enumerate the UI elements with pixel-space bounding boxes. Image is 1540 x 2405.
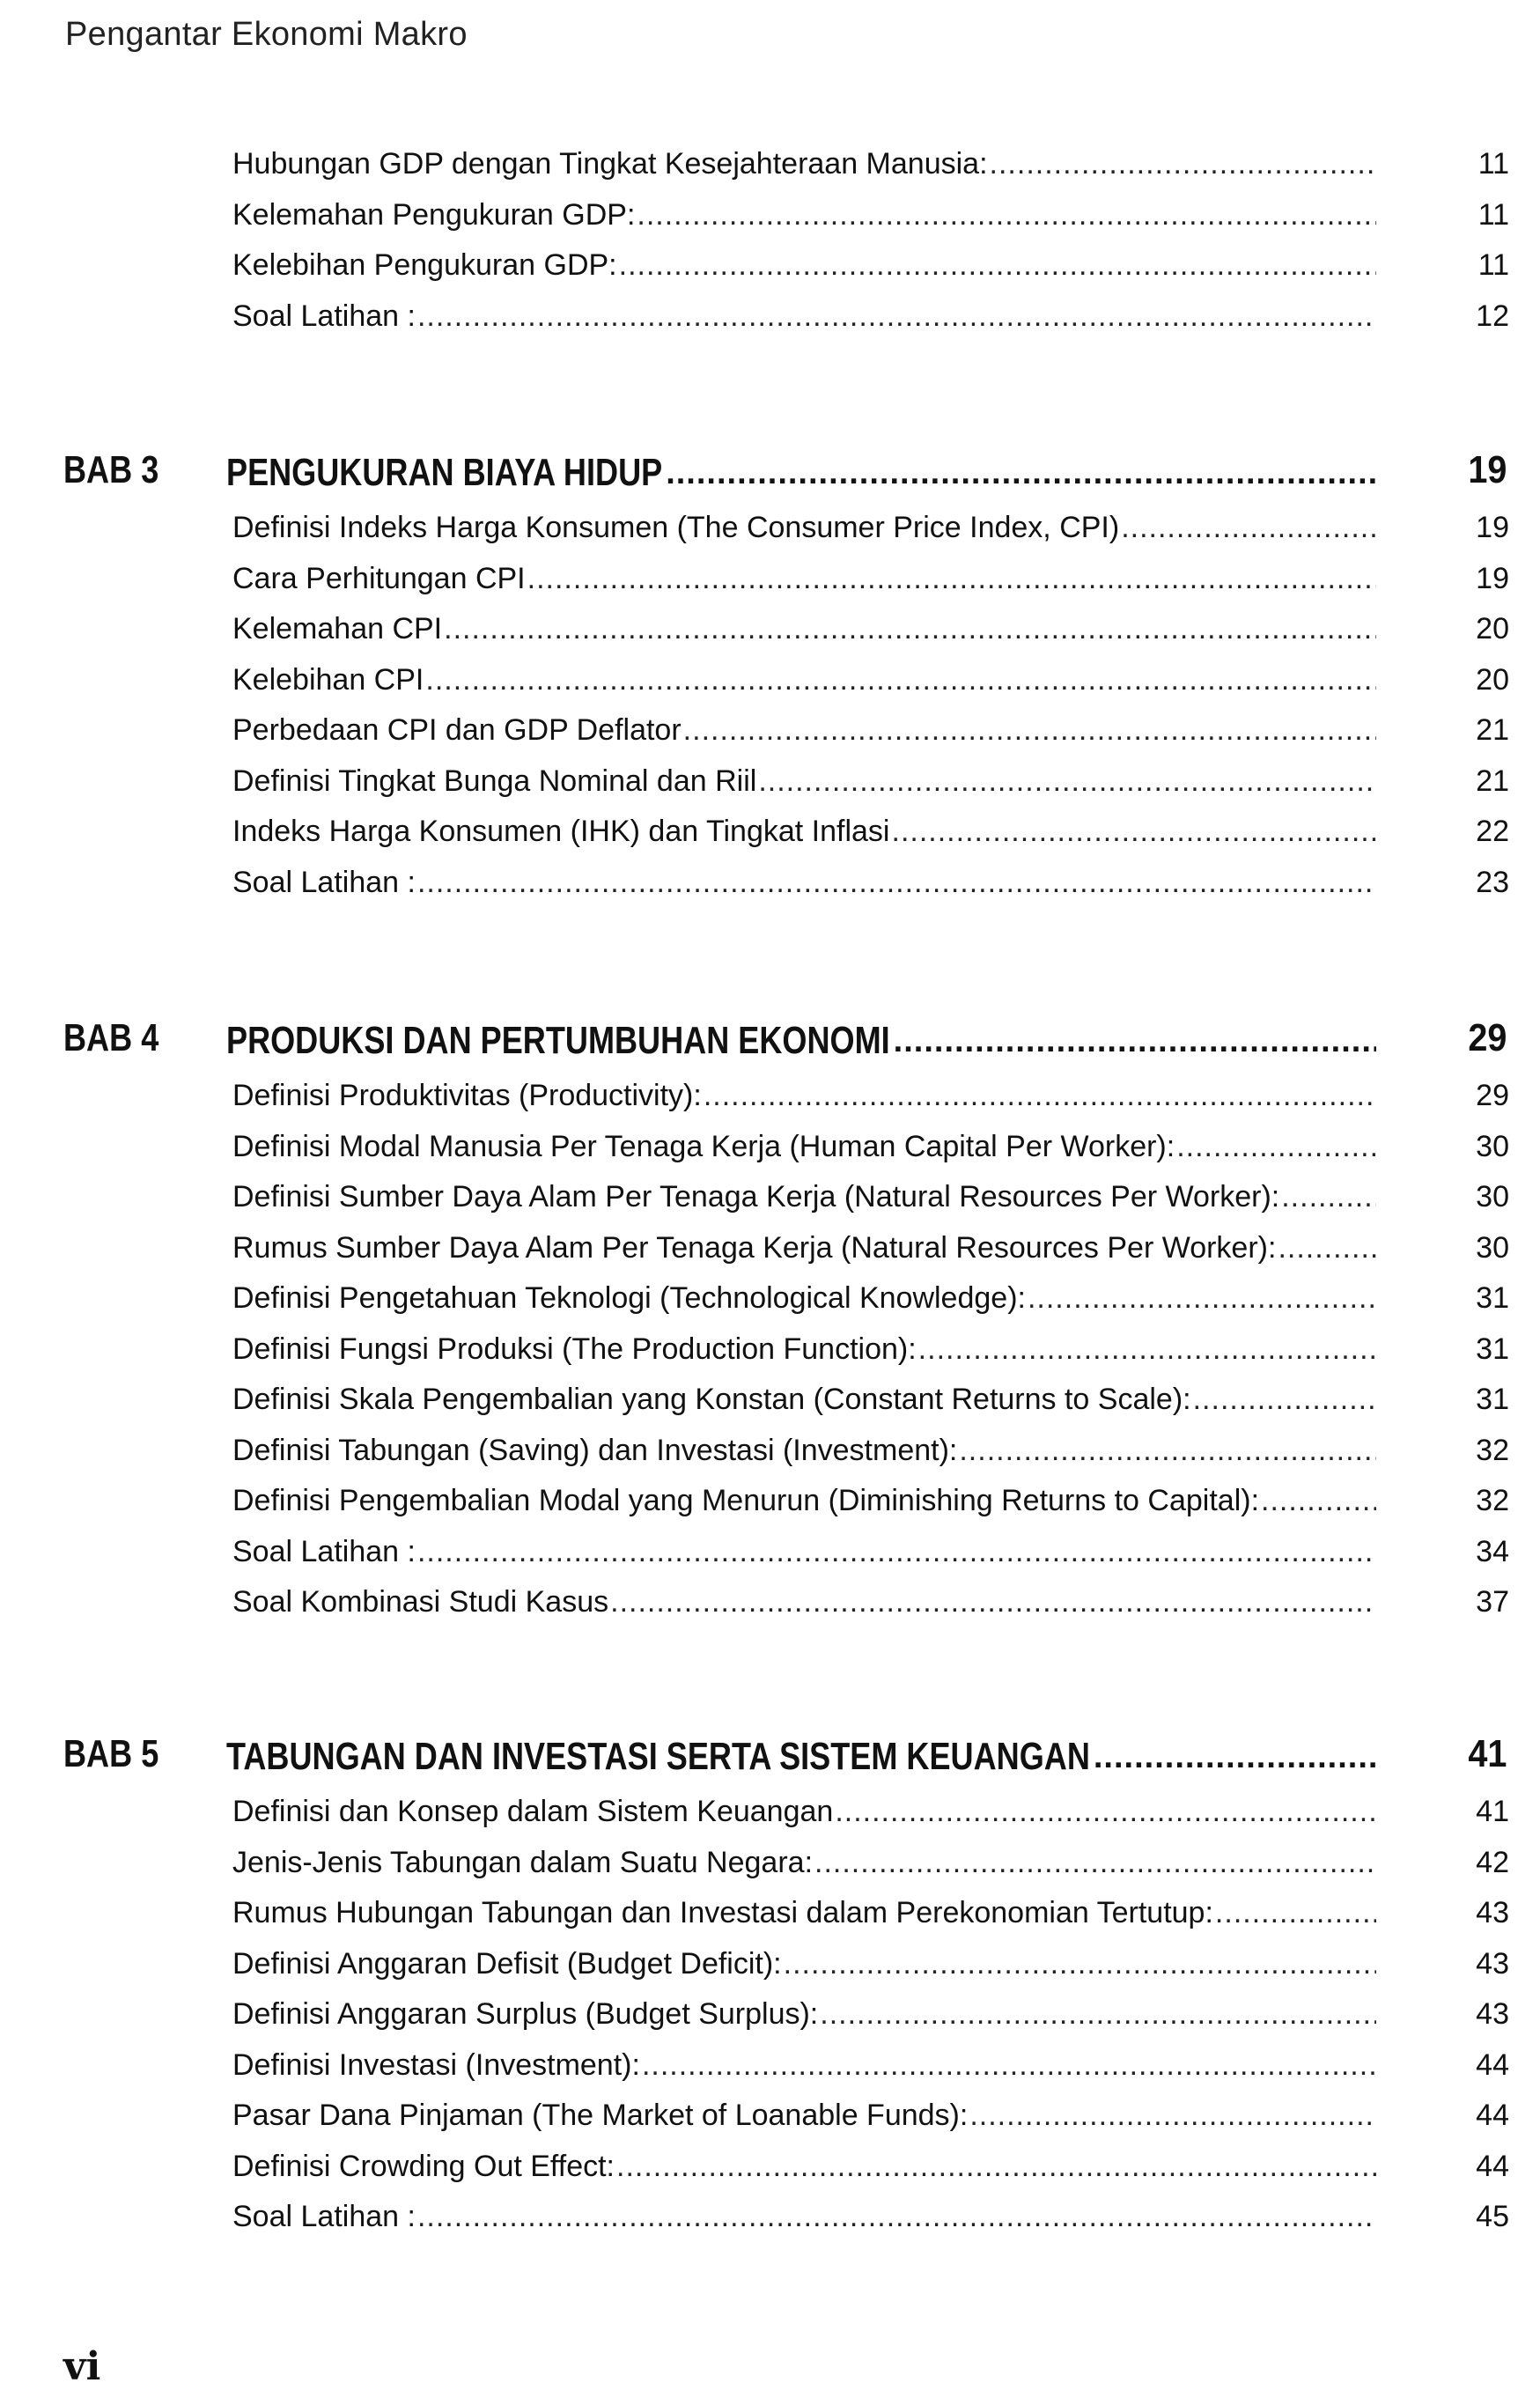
dot-leader	[1278, 1231, 1376, 1265]
dot-leader	[704, 1079, 1376, 1113]
toc-entry-page: 32	[1476, 1484, 1509, 1518]
toc-entry[interactable]	[232, 1989, 1376, 2040]
dot-leader	[444, 612, 1376, 646]
bab-4-entry-list	[232, 1071, 1376, 1628]
toc-entry-title: Soal Latihan :	[232, 299, 416, 333]
chapter-label: BAB 3	[63, 448, 159, 491]
toc-entry-title: Definisi Skala Pengembalian yang Konstan (Constant Returns to Scale):	[232, 1383, 1191, 1417]
toc-entry-title: Definisi Fungsi Produksi (The Production Function):	[232, 1332, 917, 1366]
bab-3-entry-list	[232, 503, 1376, 908]
intro-entry-list	[232, 139, 1376, 342]
chapter-page: 41	[1468, 1732, 1507, 1775]
dot-leader	[820, 1997, 1376, 2032]
chapter-page: 19	[1468, 448, 1507, 491]
toc-entry-page: 37	[1476, 1585, 1509, 1619]
toc-entry[interactable]	[232, 756, 1376, 808]
toc-entry[interactable]	[232, 503, 1376, 554]
toc-entry[interactable]	[232, 1223, 1376, 1274]
toc-entry-title: Kelemahan Pengukuran GDP:	[232, 197, 636, 232]
toc-entry[interactable]	[232, 1375, 1376, 1426]
chapter-title-row	[226, 1729, 1376, 1785]
toc-entry-page: 32	[1476, 1433, 1509, 1467]
toc-entry-title: Kelemahan CPI	[232, 612, 443, 646]
toc-entry-title: Hubungan GDP dengan Tingkat Kesejahteraan Manusia:	[232, 147, 988, 181]
chapter-page: 29	[1468, 1016, 1507, 1059]
toc-entry-page: 21	[1476, 713, 1509, 748]
dot-leader	[616, 2150, 1376, 2184]
toc-entry-title: Kelebihan Pengukuran GDP:	[232, 248, 617, 283]
toc-entry-title: Perbedaan CPI dan GDP Deflator	[232, 713, 682, 748]
toc-entry[interactable]	[232, 1324, 1376, 1376]
toc-entry-page: 43	[1476, 1946, 1509, 1981]
dot-leader	[758, 764, 1376, 799]
dot-leader	[1028, 1281, 1376, 1316]
toc-entry-page: 23	[1476, 865, 1509, 899]
chapter-title-row	[226, 1013, 1376, 1069]
toc-entry-title: Definisi Tingkat Bunga Nominal dan Riil	[232, 764, 757, 798]
dot-leader	[642, 2048, 1376, 2083]
toc-entry-page: 43	[1476, 1997, 1509, 2032]
toc-entry-title: Definisi Investasi (Investment):	[232, 2047, 640, 2082]
toc-entry-page: 44	[1476, 2149, 1509, 2183]
toc-entry-title: Definisi Crowding Out Effect:	[232, 2149, 615, 2183]
toc-entry[interactable]	[232, 2192, 1376, 2243]
toc-entry-page: 31	[1476, 1332, 1509, 1366]
dot-leader	[666, 454, 1376, 492]
toc-entry[interactable]	[232, 139, 1376, 190]
toc-entry-title: Indeks Harga Konsumen (IHK) dan Tingkat Inflasi	[232, 815, 890, 849]
toc-entry-page: 34	[1476, 1534, 1509, 1568]
toc-entry-title: Rumus Hubungan Tabungan dan Investasi dalam Perekonomian Tertutup:	[232, 1896, 1213, 1930]
toc-entry-title: Definisi Pengembalian Modal yang Menurun (Diminishing Returns to Capital):	[232, 1484, 1260, 1518]
toc-entry[interactable]	[232, 1527, 1376, 1578]
intro-page-numbers	[1444, 139, 1509, 342]
toc-entry[interactable]	[232, 190, 1376, 241]
toc-entry-page: 11	[1477, 248, 1509, 283]
chapter-label: BAB 4	[63, 1016, 159, 1059]
toc-entry[interactable]	[232, 2091, 1376, 2142]
toc-entry-title: Soal Latihan :	[232, 1534, 416, 1568]
toc-entry-title: Soal Kombinasi Studi Kasus	[232, 1585, 609, 1619]
toc-entry[interactable]	[232, 291, 1376, 343]
toc-entry-title: Definisi Modal Manusia Per Tenaga Kerja (Human Capital Per Worker):	[232, 1129, 1175, 1163]
dot-leader	[417, 2200, 1376, 2234]
dot-leader	[1215, 1896, 1376, 1930]
dot-leader	[637, 198, 1376, 232]
dot-leader	[784, 1947, 1376, 1981]
toc-entry-title: Pasar Dana Pinjaman (The Market of Loanable Funds):	[232, 2099, 969, 2133]
bab-5-page-numbers	[1444, 1787, 1509, 2243]
dot-leader	[894, 1022, 1376, 1060]
dot-leader	[1094, 1738, 1376, 1776]
bab-3-page-numbers	[1444, 503, 1509, 908]
toc-entry[interactable]	[232, 604, 1376, 655]
toc-entry-page: 31	[1476, 1281, 1509, 1316]
toc-entry-page: 19	[1476, 561, 1509, 595]
running-header: Pengantar Ekonomi Makro	[65, 16, 468, 53]
dot-leader	[959, 1434, 1376, 1468]
dot-leader	[1261, 1484, 1376, 1518]
toc-entry-title: Definisi dan Konsep dalam Sistem Keuangan	[232, 1795, 834, 1829]
toc-entry-title: Jenis-Jenis Tabungan dalam Suatu Negara:	[232, 1845, 814, 1879]
dot-leader	[1176, 1130, 1376, 1164]
dot-leader	[619, 248, 1376, 283]
toc-entry[interactable]	[232, 858, 1376, 909]
toc-entry[interactable]	[232, 1426, 1376, 1477]
toc-entry-page: 43	[1476, 1896, 1509, 1930]
dot-leader	[892, 815, 1377, 849]
toc-entry-title: Rumus Sumber Daya Alam Per Tenaga Kerja (Natural Resources Per Worker):	[232, 1230, 1277, 1265]
toc-entry-page: 44	[1476, 2047, 1509, 2082]
dot-leader	[683, 713, 1376, 748]
dot-leader	[417, 1535, 1376, 1569]
dot-leader	[1193, 1383, 1376, 1417]
toc-entry-title: Soal Latihan :	[232, 2200, 416, 2234]
toc-entry[interactable]	[232, 2142, 1376, 2193]
dot-leader	[610, 1585, 1376, 1619]
toc-entry[interactable]	[232, 1071, 1376, 1122]
toc-entry-title: Definisi Indeks Harga Konsumen (The Consumer Price Index, CPI)	[232, 511, 1120, 545]
bab-4-page-numbers	[1444, 1071, 1509, 1628]
dot-leader	[425, 663, 1376, 697]
page-number: vi	[63, 2344, 101, 2389]
toc-entry-page: 41	[1476, 1795, 1509, 1829]
bab-5-entry-list	[232, 1787, 1376, 2243]
dot-leader	[417, 866, 1376, 900]
dot-leader	[969, 2099, 1376, 2133]
dot-leader	[918, 1332, 1376, 1367]
toc-entry[interactable]	[232, 1577, 1376, 1628]
toc-entry[interactable]	[232, 554, 1376, 605]
toc-entry-title: Definisi Anggaran Defisit (Budget Deficit):	[232, 1946, 782, 1981]
toc-entry-page: 19	[1476, 511, 1509, 545]
dot-leader	[1281, 1180, 1376, 1214]
toc-entry[interactable]	[232, 240, 1376, 291]
toc-entry-title: Kelebihan CPI	[232, 662, 424, 697]
toc-entry[interactable]	[232, 1888, 1376, 1939]
toc-entry-title: Definisi Anggaran Surplus (Budget Surplus):	[232, 1997, 819, 2032]
chapter-title: PENGUKURAN BIAYA HIDUP	[226, 451, 663, 494]
dot-leader	[835, 1795, 1376, 1829]
toc-entry-title: Soal Latihan :	[232, 865, 416, 899]
toc-entry-page: 31	[1476, 1383, 1509, 1417]
toc-entry-page: 44	[1476, 2099, 1509, 2133]
toc-entry[interactable]	[232, 655, 1376, 706]
toc-entry[interactable]	[232, 1787, 1376, 1838]
toc-entry[interactable]	[232, 807, 1376, 858]
chapter-title-row	[226, 445, 1376, 501]
toc-entry[interactable]	[232, 1939, 1376, 1990]
dot-leader	[990, 147, 1376, 181]
dot-leader	[527, 562, 1376, 596]
dot-leader	[417, 299, 1376, 334]
toc-entry-page: 20	[1476, 662, 1509, 697]
chapter-label: BAB 5	[63, 1732, 159, 1775]
toc-entry-page: 12	[1476, 299, 1509, 333]
dot-leader	[814, 1846, 1376, 1880]
toc-entry-title: Definisi Sumber Daya Alam Per Tenaga Kerja (Natural Resources Per Worker):	[232, 1180, 1280, 1214]
toc-entry-page: 45	[1476, 2200, 1509, 2234]
toc-entry[interactable]	[232, 1838, 1376, 1889]
toc-entry-page: 22	[1476, 815, 1509, 849]
toc-entry-page: 30	[1476, 1180, 1509, 1214]
toc-entry-title: Definisi Produktivitas (Productivity):	[232, 1079, 702, 1113]
toc-entry[interactable]	[232, 2040, 1376, 2091]
chapter-title: PRODUKSI DAN PERTUMBUHAN EKONOMI	[226, 1019, 890, 1062]
toc-entry[interactable]	[232, 1172, 1376, 1223]
toc-entry-title: Definisi Pengetahuan Teknologi (Technological Knowledge):	[232, 1281, 1026, 1316]
toc-entry-page: 29	[1476, 1079, 1509, 1113]
toc-entry[interactable]	[232, 705, 1376, 756]
toc-entry-title: Cara Perhitungan CPI	[232, 561, 526, 595]
toc-entry-page: 42	[1476, 1845, 1509, 1879]
toc-entry-page: 11	[1477, 197, 1509, 232]
toc-entry[interactable]	[232, 1476, 1376, 1527]
toc-entry-title: Definisi Tabungan (Saving) dan Investasi (Investment):	[232, 1433, 958, 1467]
toc-entry-page: 21	[1476, 764, 1509, 798]
toc-entry-page: 30	[1476, 1230, 1509, 1265]
toc-entry[interactable]	[232, 1122, 1376, 1173]
chapter-title: TABUNGAN DAN INVESTASI SERTA SISTEM KEUANGAN	[226, 1735, 1090, 1778]
toc-entry-page: 20	[1476, 612, 1509, 646]
toc-entry-page: 30	[1476, 1129, 1509, 1163]
toc-entry[interactable]	[232, 1273, 1376, 1324]
toc-entry-page: 11	[1477, 147, 1509, 181]
dot-leader	[1121, 511, 1376, 545]
